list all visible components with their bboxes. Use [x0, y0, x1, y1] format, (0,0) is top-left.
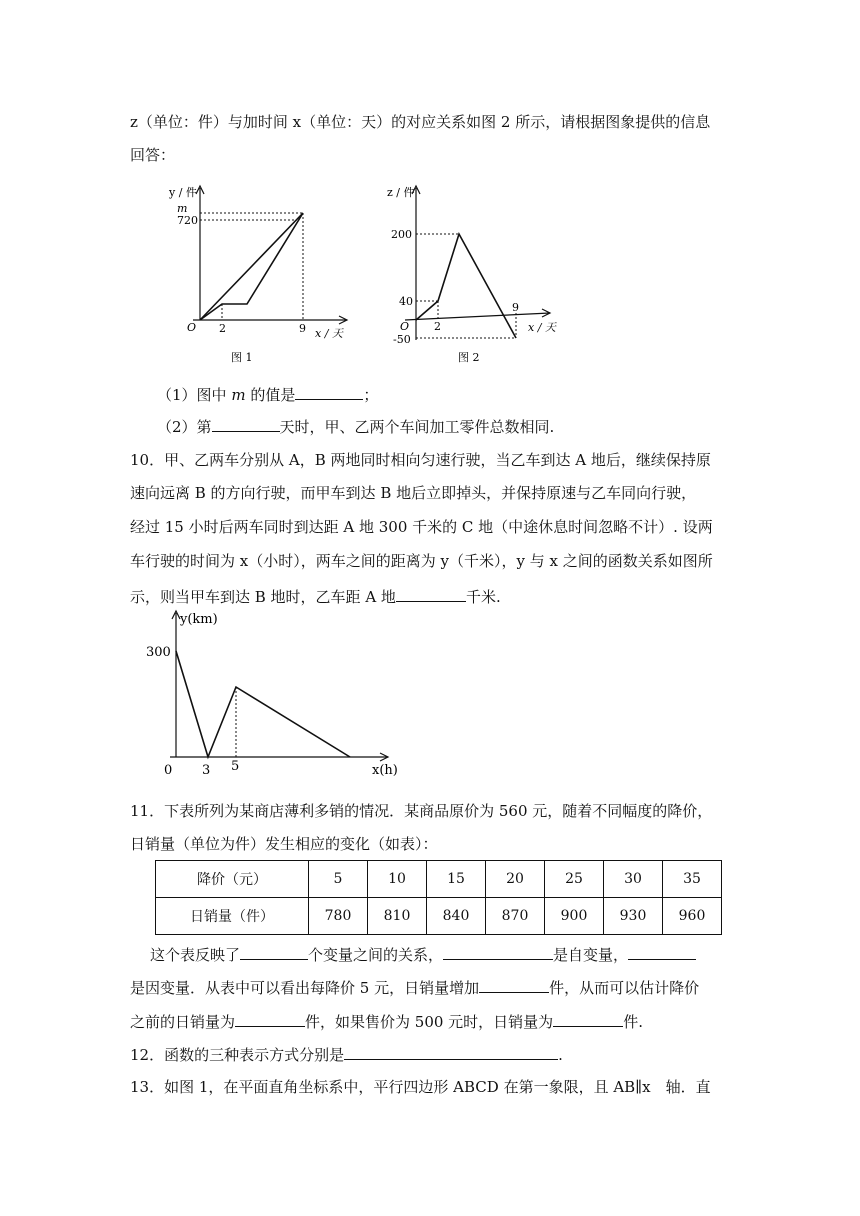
- intro-line-2: 回答：: [130, 146, 176, 164]
- fig3-tick-300: 300: [146, 645, 171, 660]
- table-head-sales: 日销量（件）: [156, 898, 309, 935]
- fig2-line: [416, 234, 516, 338]
- table-cell: 900: [545, 898, 604, 935]
- fig2-tick-40: 40: [399, 295, 413, 308]
- table-cell: 10: [368, 861, 427, 898]
- fig1-tick-720: 720: [177, 214, 198, 227]
- fig2-caption: 图 2: [458, 351, 480, 364]
- intro-line-1: z（单位：件）与加时间 x（单位：天）的对应关系如图 2 所示，请根据图象提供的信息: [130, 113, 711, 131]
- table-row: [156, 898, 722, 935]
- fig3-origin: 0: [164, 763, 173, 778]
- figure-1: [155, 180, 355, 370]
- fig3-x-label: x(h): [372, 763, 398, 778]
- problem-11-line-2: 日销量（单位为件）发生相应的变化（如表）：: [130, 835, 438, 853]
- problem-12: 12．函数的三种表示方式分别是 .: [130, 1043, 730, 1065]
- answer-blank-11f[interactable]: [553, 1010, 623, 1027]
- price-sales-table: [155, 860, 722, 935]
- table-cell: 840: [427, 898, 486, 935]
- question-2: （2）第 天时，甲、乙两个车间加工零件总数相同.: [157, 415, 757, 437]
- answer-blank-11e[interactable]: [235, 1010, 305, 1027]
- table-cell: 5: [309, 861, 368, 898]
- problem-10-line-1: 10．甲、乙两车分别从 A，B 两地同时相向匀速行驶，当乙车到达 A 地后，继续保持原: [130, 451, 711, 469]
- fig3-tick-5: 5: [231, 759, 240, 774]
- figure-3: [140, 605, 410, 785]
- fig1-y-label: y / 件: [169, 186, 197, 199]
- answer-blank-p10[interactable]: [396, 585, 466, 602]
- answer-blank-q2[interactable]: [212, 415, 280, 432]
- answer-blank-q1[interactable]: [295, 383, 363, 400]
- fig3-tick-3: 3: [202, 763, 211, 778]
- fig2-x-axis: [405, 313, 550, 320]
- answer-blank-11b[interactable]: [443, 943, 553, 960]
- table-cell: 20: [486, 861, 545, 898]
- problem-11-answer-line-3: 之前的日销量为 件，如果售价为 500 元时，日销量为 件.: [130, 1010, 730, 1032]
- fig1-tick-m: m: [177, 202, 188, 215]
- question-1: （1）图中 m 的值是 ；: [157, 383, 757, 405]
- fig2-origin: O: [400, 320, 410, 333]
- fig1-caption: 图 1: [231, 351, 253, 364]
- table-row: [156, 861, 722, 898]
- problem-11-answer-line-1: 这个表反映了 个变量之间的关系， 是自变量，: [150, 943, 750, 965]
- problem-10-line-3: 经过 15 小时后两车同时到达距 A 地 300 千米的 C 地（中途休息时间忽略不计）. 设两: [130, 518, 713, 536]
- table-head-price: 降价（元）: [156, 861, 309, 898]
- table-cell: 25: [545, 861, 604, 898]
- fig2-tick-2: 2: [434, 320, 441, 333]
- fig3-line: [176, 651, 350, 757]
- problem-13-line-1: 13．如图 1，在平面直角坐标系中，平行四边形 ABCD 在第一象限，且 AB∥x 轴．直: [130, 1078, 711, 1096]
- fig1-tick-9: 9: [299, 322, 306, 335]
- figure-2: [365, 180, 575, 370]
- problem-10-line-4: 车行驶的时间为 x（小时），两车之间的距离为 y（千米），y 与 x 之间的函数关系如图所: [130, 552, 713, 570]
- fig2-tick-200: 200: [391, 228, 412, 241]
- table-cell: 810: [368, 898, 427, 935]
- fig3-y-label: y(km): [180, 612, 218, 627]
- answer-blank-12[interactable]: [344, 1043, 558, 1060]
- table-cell: 35: [663, 861, 722, 898]
- fig2-y-label: z / 件: [387, 186, 415, 199]
- problem-11-line-1: 11．下表所列为某商店薄利多销的情况．某商品原价为 560 元，随着不同幅度的降价，: [130, 802, 713, 820]
- table-cell: 960: [663, 898, 722, 935]
- table-cell: 30: [604, 861, 663, 898]
- answer-blank-11c[interactable]: [628, 943, 696, 960]
- table-cell: 870: [486, 898, 545, 935]
- fig1-origin: O: [187, 321, 197, 334]
- table-cell: 15: [427, 861, 486, 898]
- fig2-tick-9: 9: [512, 301, 519, 314]
- table-cell: 930: [604, 898, 663, 935]
- fig2-tick-neg50: -50: [393, 333, 411, 346]
- fig2-x-label: x / 天: [528, 321, 556, 334]
- problem-11-answer-line-2: 是因变量．从表中可以看出每降价 5 元，日销量增加 件，从而可以估计降价: [130, 976, 730, 998]
- problem-10-line-5: 示，则当甲车到达 B 地时，乙车距 A 地 千米.: [130, 585, 730, 607]
- fig1-line-a: [200, 213, 303, 320]
- table-cell: 780: [309, 898, 368, 935]
- answer-blank-11d[interactable]: [479, 976, 549, 993]
- fig1-tick-2: 2: [219, 322, 226, 335]
- problem-10-line-2: 速向远离 B 的方向行驶，而甲车到达 B 地后立即掉头，并保持原速与乙车同向行驶，: [130, 484, 697, 502]
- fig1-x-label: x / 天: [315, 327, 343, 340]
- answer-blank-11a[interactable]: [240, 943, 308, 960]
